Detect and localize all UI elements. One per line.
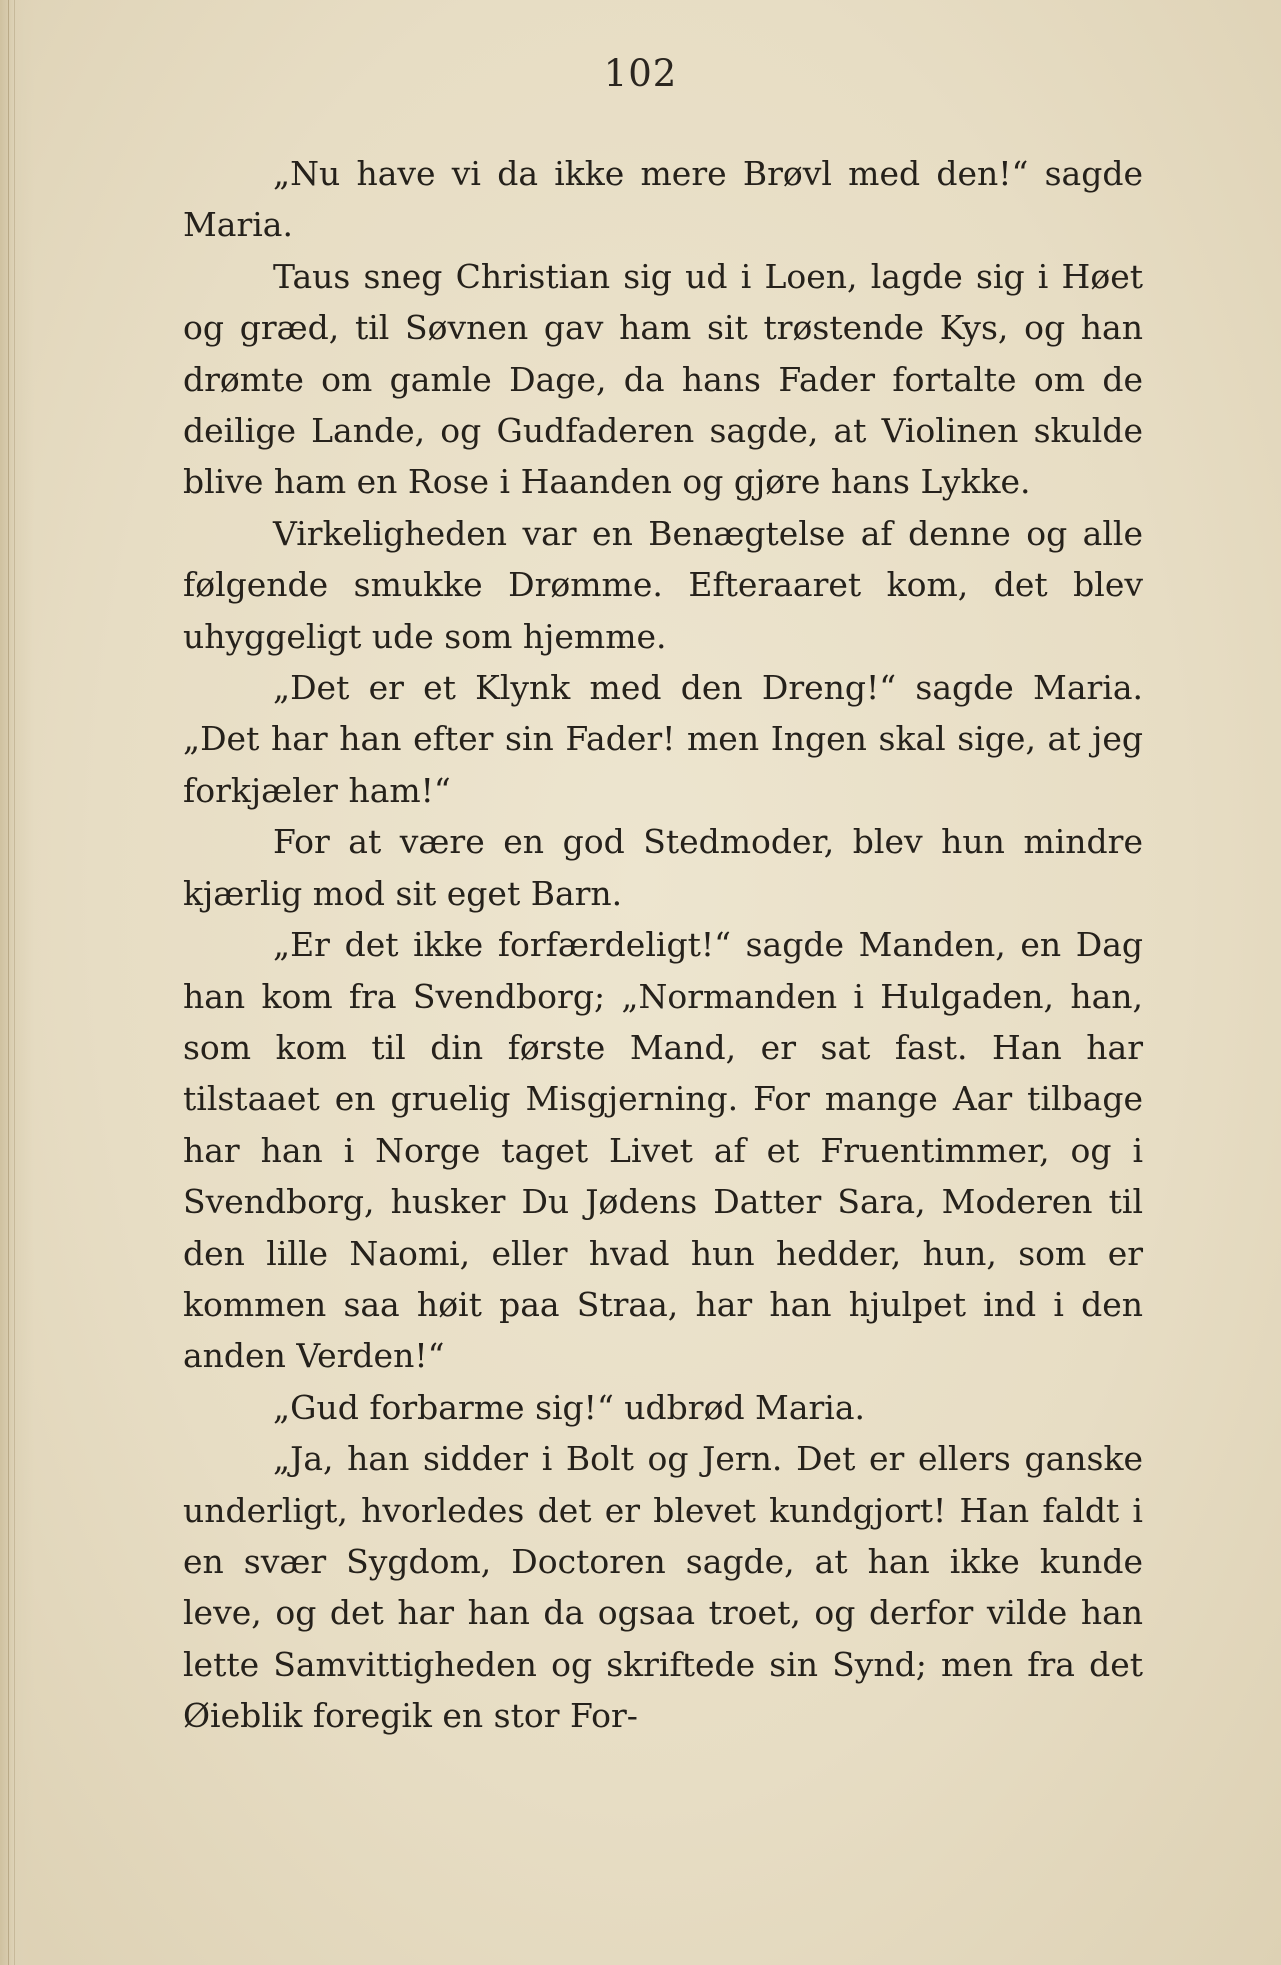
paragraph: For at være en god Stedmoder, blev hun mindre kjærlig mod sit eget Barn.	[183, 822, 1143, 913]
paragraph: „Det er et Klynk med den Dreng!“ sagde Maria. „Det har han efter sin Fader! men Ingen skal sige, at jeg forkjæler ham!“	[183, 668, 1143, 810]
paragraph: „Gud forbarme sig!“ udbrød Maria.	[273, 1387, 866, 1427]
paragraph: „Nu have vi da ikke mere Brøvl med den!“ sagde Maria.	[183, 154, 1143, 245]
paragraph: „Ja, han sidder i Bolt og Jern. Det er ellers ganske underligt, hvorledes det er blevet kundgjort! Han faldt i en svær Sygdom, Doctoren sagde, at han ikke kunde leve, og det har han da ogsaa troet, og derfor vilde han lette Samvittigheden og skriftede sin Synd; men fra det Øieblik foregik en stor For-	[183, 1439, 1143, 1736]
gutter-line	[14, 0, 15, 1965]
gutter-line	[8, 0, 9, 1965]
body-text	[183, 148, 1143, 1742]
paragraph: Virkeligheden var en Benægtelse af denne og alle følgende smukke Drømme. Efteraaret kom, det blev uhyggeligt ude som hjemme.	[183, 513, 1143, 656]
page-gutter	[0, 0, 34, 1965]
paragraph: Taus sneg Christian sig ud i Loen, lagde sig i Høet og græd, til Søvnen gav ham sit trøstende Kys, og han drømte om gamle Dage, da hans Fader fortalte om de deilige Lande, og Gudfaderen sagde, at Violinen skulde blive ham en Rose i Haanden og gjøre hans Lykke.	[183, 256, 1143, 502]
page-number: 102	[603, 52, 678, 95]
paragraph: „Er det ikke forfærdeligt!“ sagde Manden, en Dag han kom fra Svendborg; „Normanden i Hulgaden, han, som kom til din første Mand, er sat fast. Han har tilstaaet en gruelig Misgjerning. For mange Aar tilbage har han i Norge taget Livet af et Fruentimmer, og i Svendborg, husker Du Jødens Datter Sara, Moderen til den lille Naomi, eller hvad hun hedder, hun, som er kommen saa høit paa Straa, har han hjulpet ind i den anden Verden!“	[183, 925, 1143, 1376]
